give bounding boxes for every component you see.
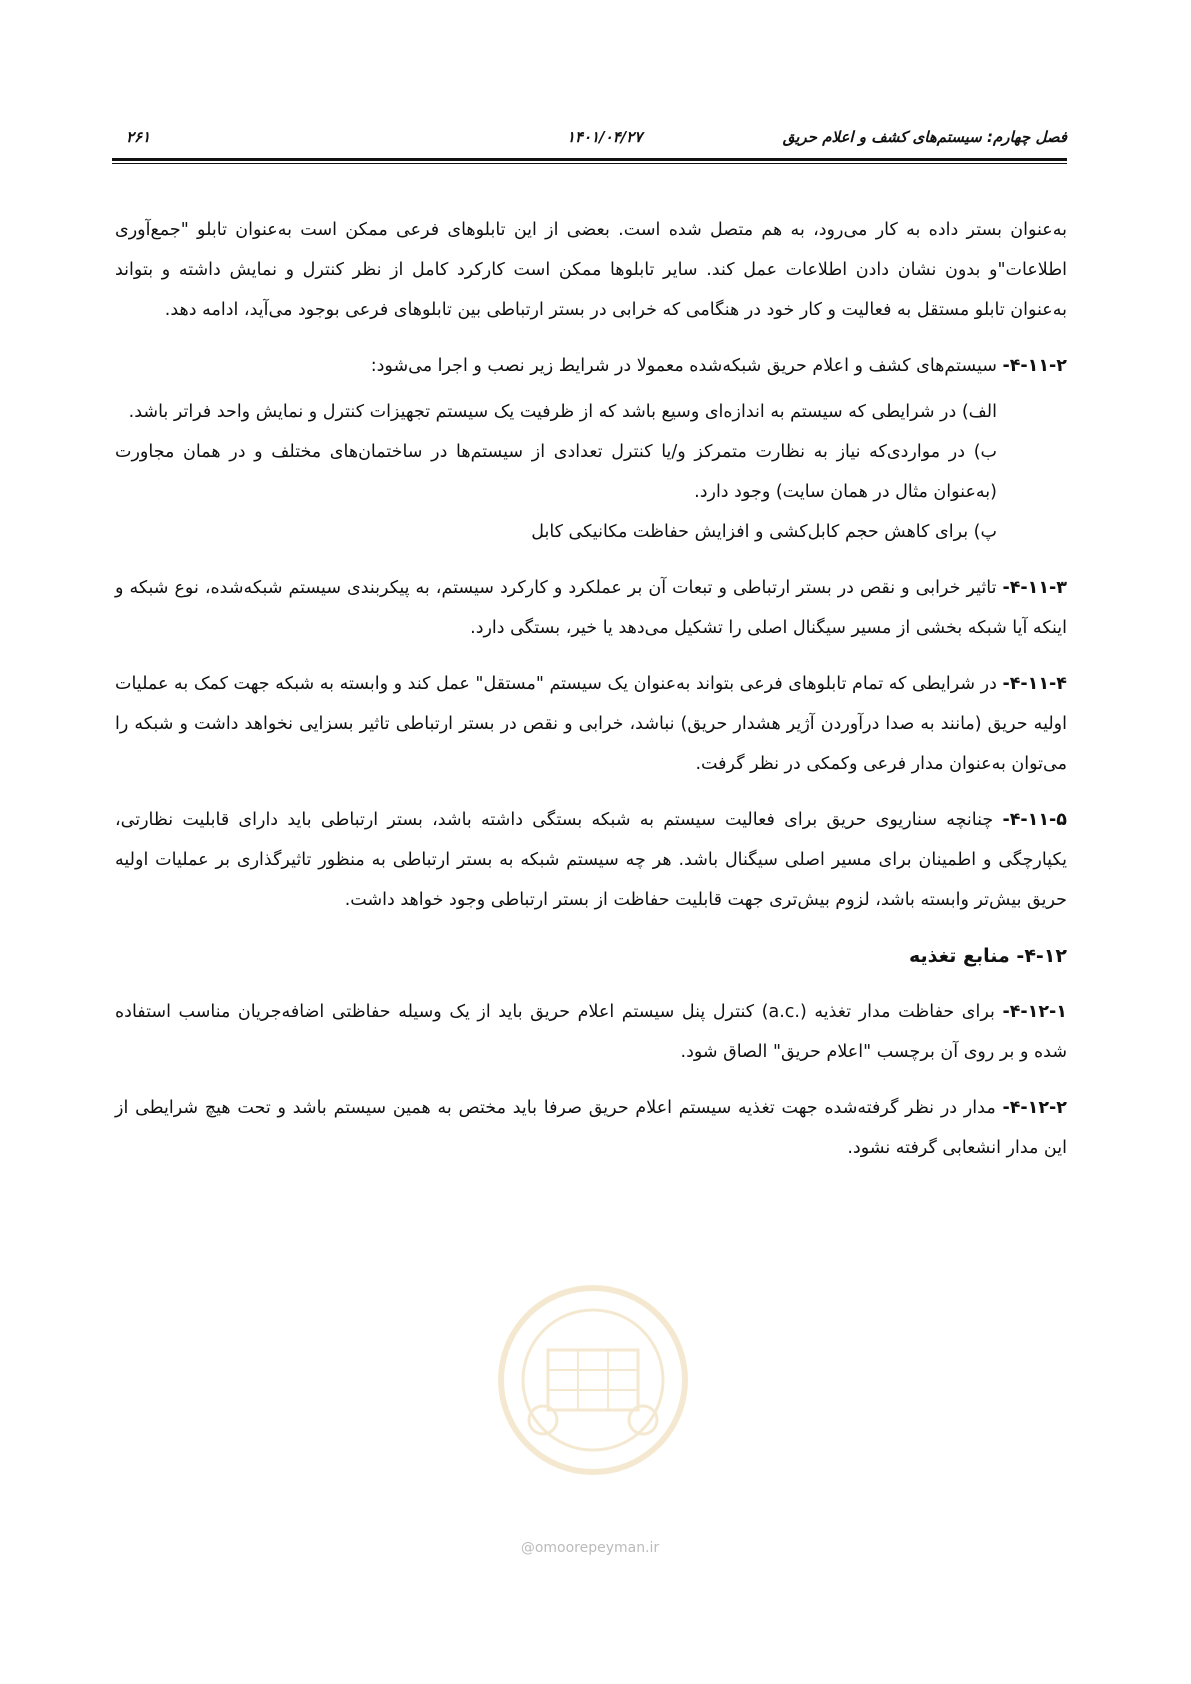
page-number: ۲۶۱: [126, 128, 151, 146]
section-number: ۴-۱۲-۲-: [1002, 1098, 1067, 1118]
list-item-p: پ) برای کاهش حجم کابل‌کشی و افزایش حفاظت مکانیکی کابل: [531, 522, 997, 542]
header-date: ۱۴۰۱/۰۴/۲۷: [566, 128, 643, 146]
document-body: [115, 210, 1067, 1168]
watermark-seal-icon: [488, 1280, 698, 1480]
section-4-11-4: [115, 664, 1067, 784]
section-text: مدار در نظر گرفته‌شده جهت تغذیه سیستم اعلام حریق صرفا باید مختص به همین سیستم باشد و تحت هیچ شرایطی از این مدار انشعابی گرفته نشود.: [115, 1098, 1067, 1158]
section-text: چنانچه سناریوی حریق برای فعالیت سیستم به شبکه بستگی داشته باشد، بستر ارتباطی باید دارای قابلیت نظارتی، یکپارچگی و اطمینان برای مسیر اصلی سیگنال باشد. هر چه سیستم شبکه به بستر ارتباطی به منظور تاثیرگذاری بر عملیات اولیه حریق بیش‌تر وابسته باشد، لزوم بیش‌تری جهت قابلیت حفاظت از بستر ارتباطی وجود خواهد داشت.: [115, 810, 1067, 910]
section-number: ۴-۱۱-۳-: [1002, 578, 1067, 598]
section-number: ۴-۱۱-۴-: [1002, 674, 1067, 694]
list-item-b: ب) در مواردی‌که نیاز به نظارت متمرکز و/یا کنترل تعدادی از سیستم‌ها در ساختمان‌های مختلف و در همان مجاورت (به‌عنوان مثال در همان سایت) وجود دارد.: [115, 442, 997, 502]
section-text: تاثیر خرابی و نقص در بستر ارتباطی و تبعات آن بر عملکرد و کارکرد سیستم، به پیکربندی سیستم شبکه‌شده، نوع شبکه و اینکه آیا شبکه بخشی از مسیر سیگنال اصلی را تشکیل می‌دهد یا خیر، بستگی دارد.: [115, 578, 1067, 638]
section-number: ۴-۱۲-۱-: [1002, 1002, 1067, 1022]
section-4-11-3: [115, 568, 1067, 648]
section-4-12-2: [115, 1088, 1067, 1168]
header-rule-thin: [112, 163, 1067, 164]
section-text: سیستم‌های کشف و اعلام حریق شبکه‌شده معمولا در شرایط زیر نصب و اجرا می‌شود:: [370, 356, 1003, 376]
section-number: ۴-۱۱-۵-: [1002, 810, 1067, 830]
section-number: ۴-۱۱-۲-: [1002, 356, 1067, 376]
section-text: در شرایطی که تمام تابلوهای فرعی بتواند به‌عنوان یک سیستم "مستقل" عمل کند و وابسته به شبکه جهت کمک به عملیات اولیه حریق (مانند به صدا درآوردن آژیر هشدار حریق) نباشد، خرابی و نقص در بستر ارتباطی تاثیر بسزایی نخواهد داشت و شبکه را می‌توان به‌عنوان مدار فرعی وکمکی در نظر گرفت.: [115, 674, 1067, 774]
section-4-11-2: [115, 346, 1067, 386]
list-item-a: الف) در شرایطی که سیستم به اندازه‌ای وسیع باشد که از ظرفیت یک سیستم تجهیزات کنترل و نمایش واحد فراتر باشد.: [128, 402, 997, 422]
header-rule-thick: [112, 158, 1067, 161]
chapter-title: فصل چهارم: سیستم‌های کشف و اعلام حریق: [782, 128, 1067, 146]
page-header: [112, 128, 1067, 154]
section-4-12-1: [115, 992, 1067, 1072]
paragraph-intro: به‌عنوان بستر داده به کار می‌رود، به هم متصل شده است. بعضی از این تابلوهای فرعی ممکن است به‌عنوان تابلو "جمع‌آوری اطلاعات"و بدون نشان دادن اطلاعات عمل کند. سایر تابلوها ممکن است کارکرد کامل از نظر کنترل و نمایش داشته و بتواند به‌عنوان تابلو مستقل به فعالیت و کار خود در هنگامی که خرابی در بستر ارتباطی بین تابلوهای فرعی بوجود می‌آید، ادامه دهد.: [115, 220, 1067, 320]
section-heading-power-supply: ۴-۱۲- منابع تغذیه: [908, 945, 1067, 967]
section-text: برای حفاظت مدار تغذیه (.a.c) کنترل پنل سیستم اعلام حریق باید از یک وسیله حفاظتی اضافه‌جریان مناسب استفاده شده و بر روی آن برچسب "اعلام حریق" الصاق شود.: [115, 1002, 1067, 1062]
watermark-text: @omoorepeyman.ir: [520, 1540, 660, 1556]
section-4-11-5: [115, 800, 1067, 920]
